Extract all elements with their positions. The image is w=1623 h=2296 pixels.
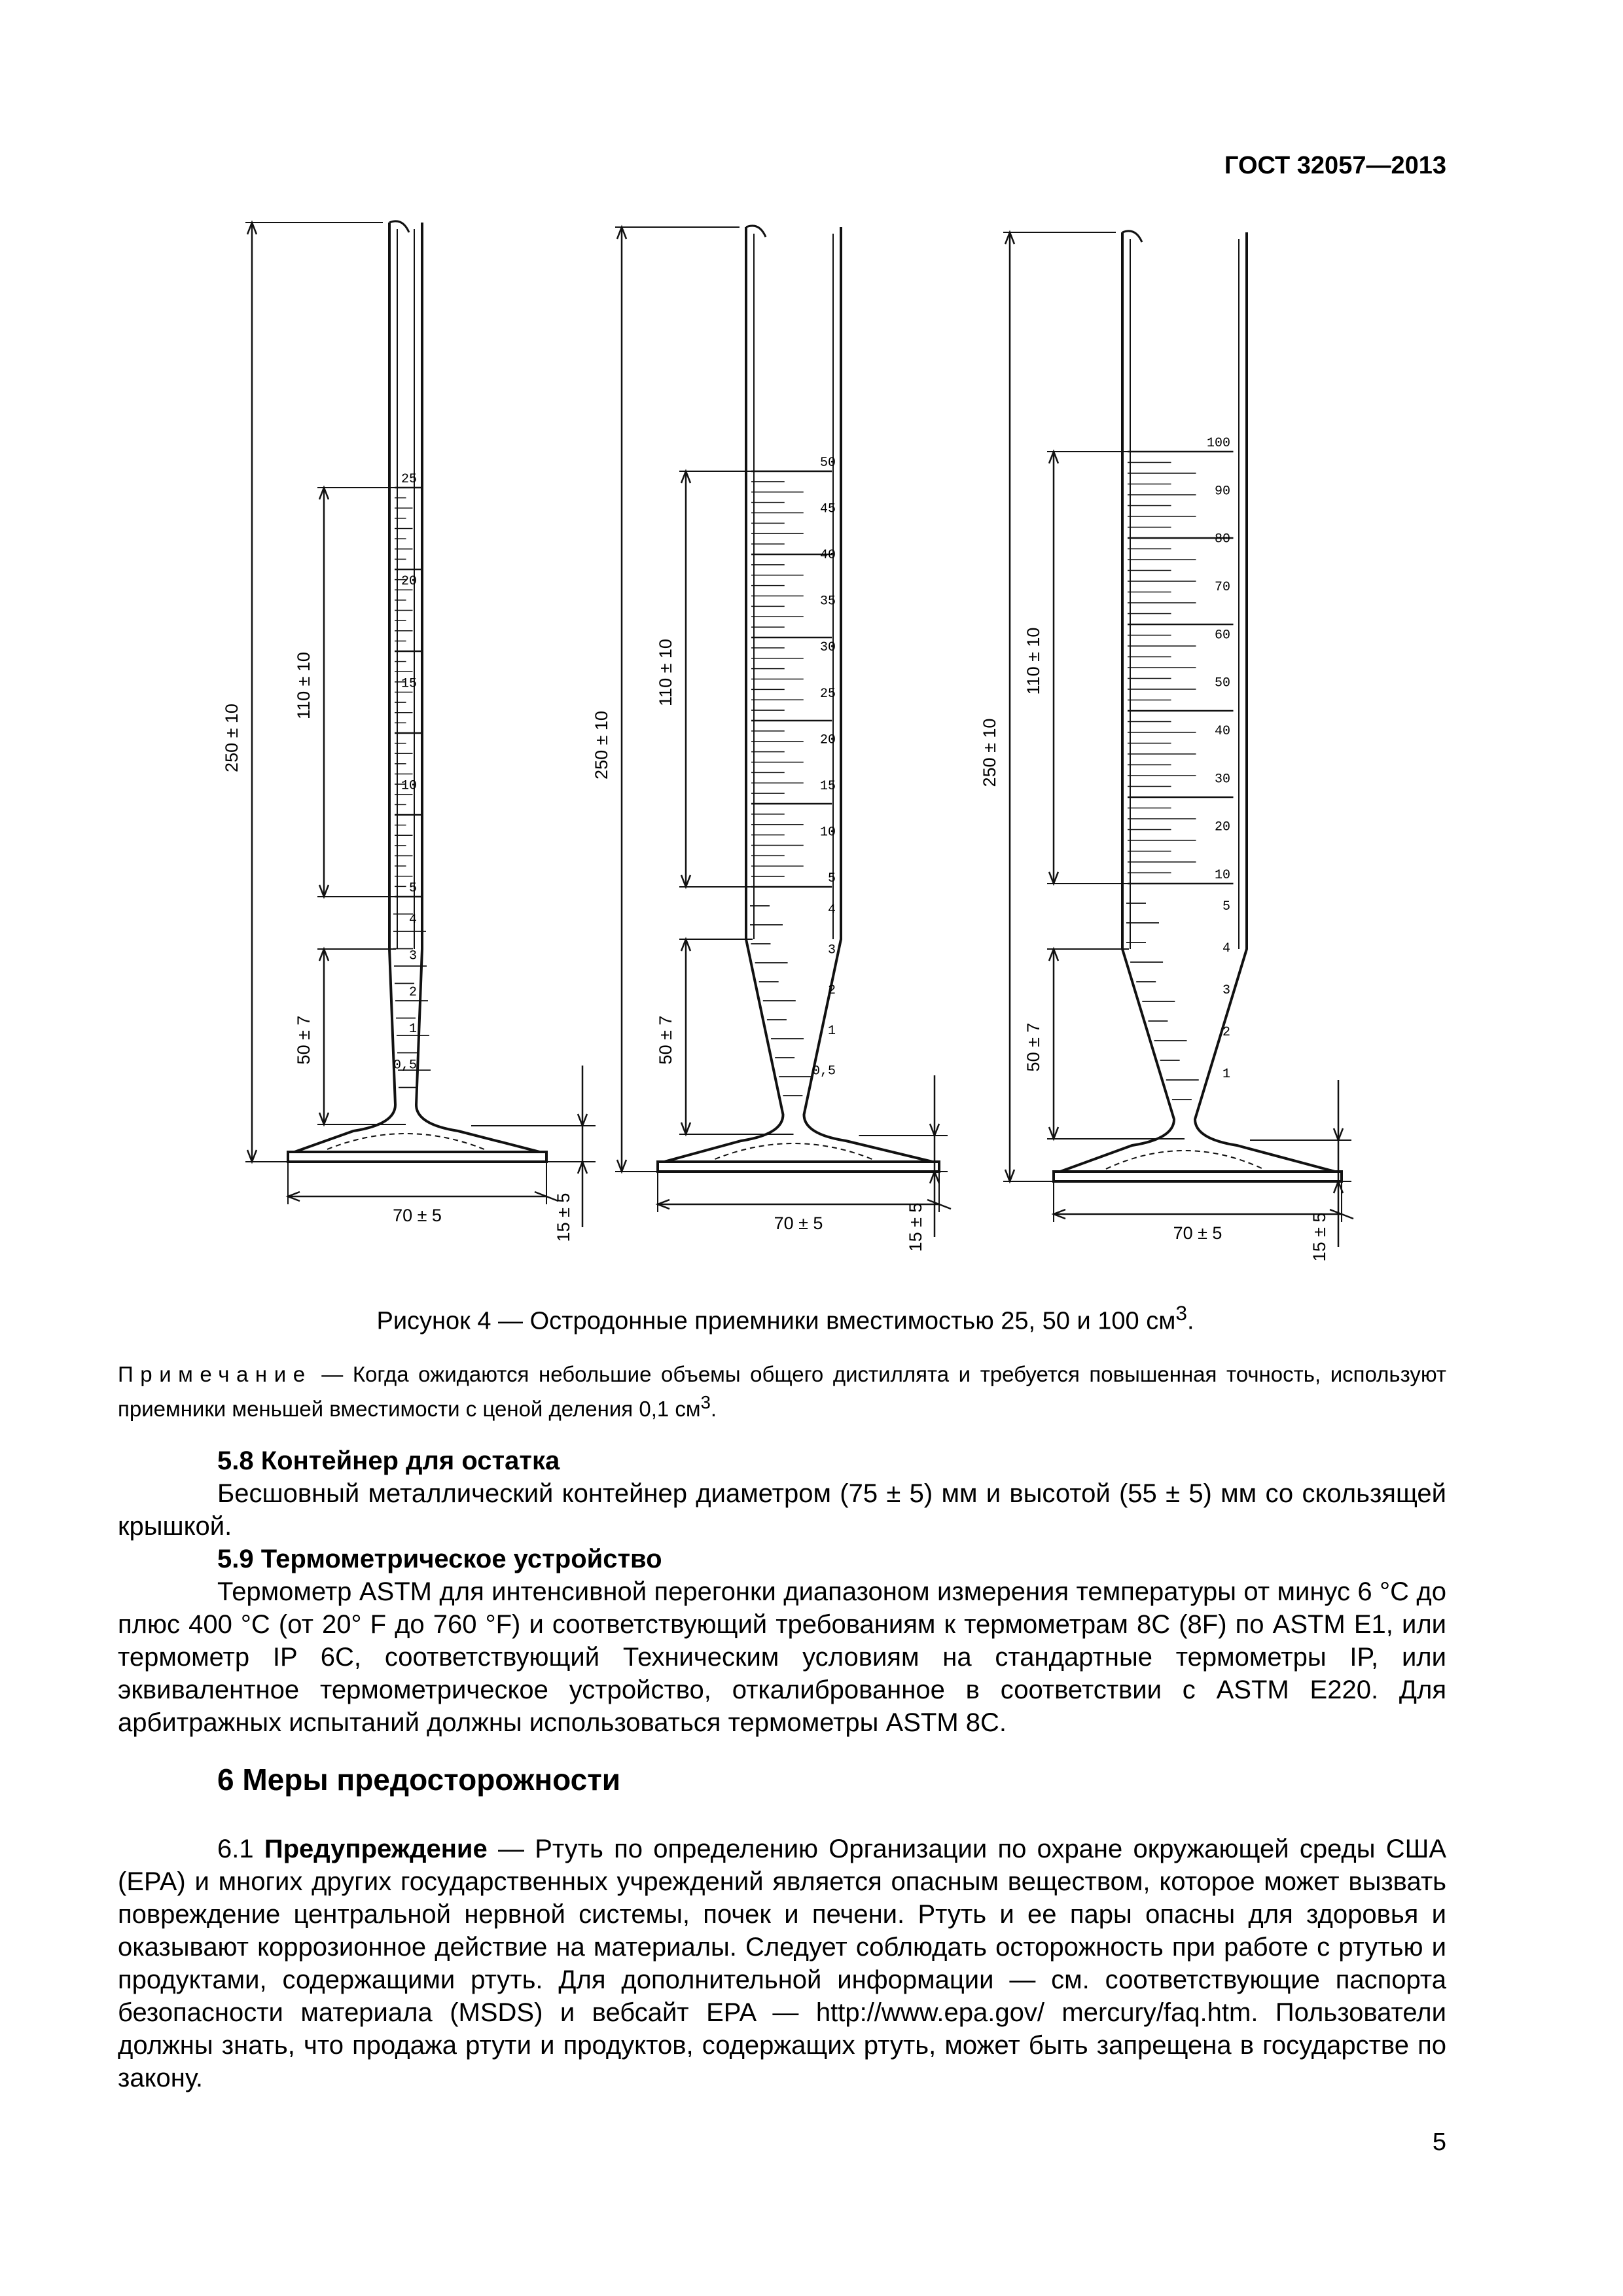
section-6-1-text: — Ртуть по определению Организации по охране окружающей среды США (EPA) и многих других государственных учреждений является опасным веществом, которое может вызвать повреждение центральной нервной системы, почек и печени. Ртуть и ее пары опасны для здоровья и оказывают коррозионное действие на материалы. Следует соблюдать осторожность при работе с ртутью и продуктами, содержащими ртуть. Для дополнительной информации — см. соответствующие паспорта безопасности материала (MSDS) и вебсайт EPA — http://www.epa.gov/ mercury/faq.htm. Пользователи должны знать, что продажа ртути и продуктов, содержащих ртуть, может быть запрещена в государстве по закону.: [118, 1835, 1446, 2092]
receiver-base: [288, 1152, 546, 1162]
receiver-base: [1054, 1172, 1342, 1181]
scale-label: 15: [819, 778, 836, 794]
scale-label: 60: [1214, 628, 1230, 643]
note-end: .: [710, 1397, 717, 1421]
dim-base-width-label: 70 ± 5: [393, 1206, 442, 1225]
receiver-lip: [389, 221, 409, 232]
scale-label: 10: [401, 778, 417, 794]
receiver-outline: [294, 223, 540, 1152]
dim-total-label: 250 ± 10: [222, 704, 241, 772]
note-label: Примечание: [118, 1362, 312, 1386]
receiver-50: [592, 226, 951, 1252]
scale-label: 50: [1214, 675, 1230, 691]
figure-caption-superscript: 3: [1175, 1301, 1187, 1325]
scale-label: 3: [827, 942, 836, 958]
scale-label: 1: [408, 1021, 417, 1037]
dim-graduated-label: 110 ± 10: [1024, 627, 1043, 695]
scale-label: 20: [1214, 819, 1230, 835]
scale-label: 2: [1222, 1025, 1230, 1040]
dim-base-width-label: 70 ± 5: [1173, 1223, 1222, 1243]
dim-cone-label: 50 ± 7: [294, 1015, 313, 1065]
scale-label: 20: [819, 732, 836, 748]
note-text: — Когда ожидаются небольшие объемы общего дистиллята и требуется повышенная точность, используют приемники меньшей вместимости с ценой деления 0,1 см: [118, 1362, 1446, 1421]
scale-label: 5: [827, 871, 836, 886]
section-5-8-text: Бесшовный металлический контейнер диаметром (75 ± 5) мм и высотой (55 ± 5) мм со скользящей крышкой.: [118, 1479, 1446, 1541]
scale-label: 35: [819, 594, 836, 609]
scale-label: 90: [1214, 484, 1230, 499]
dim-base-height-label: 15 ± 5: [906, 1202, 925, 1252]
section-6-1-term: Предупреждение: [264, 1835, 488, 1863]
dim-base-width-label: 70 ± 5: [774, 1213, 823, 1233]
dim-graduated-label: 110 ± 10: [294, 652, 313, 719]
figure-note: [118, 1360, 1446, 1423]
dim-base-height-label: 15 ± 5: [554, 1193, 573, 1242]
scale-label: 25: [401, 472, 417, 487]
scale-label: 4: [408, 912, 417, 927]
dim-cone-label: 50 ± 7: [1024, 1022, 1043, 1072]
receiver-lip: [1122, 231, 1142, 242]
page-number: 5: [1432, 2128, 1446, 2156]
dim-total-label: 250 ± 10: [980, 718, 999, 787]
note-superscript: 3: [700, 1392, 711, 1412]
section-6-1-number: 6.1: [217, 1835, 254, 1863]
receiver-inner-bottom: [327, 1134, 484, 1149]
receiver-25: [222, 221, 596, 1242]
receiver-lip: [746, 226, 766, 237]
scale-label: 40: [819, 548, 836, 564]
receiver-inner-bottom: [715, 1143, 872, 1159]
scale-label: 0,5: [393, 1058, 417, 1073]
scale-label: 100: [1206, 436, 1230, 451]
scale-label: 2: [827, 983, 836, 999]
scale-label: 80: [1214, 531, 1230, 547]
receiver-base: [658, 1162, 939, 1172]
scale-label: 15: [401, 676, 417, 692]
receiver-outline: [664, 227, 933, 1162]
document-code: ГОСТ 32057—2013: [1224, 152, 1446, 179]
scale-label: 25: [819, 686, 836, 702]
receiver-outline: [1060, 232, 1335, 1172]
scale-label: 10: [1214, 868, 1230, 883]
scale-label: 20: [401, 574, 417, 590]
scale-label: 3: [1222, 983, 1230, 998]
scale-label: 45: [819, 501, 836, 517]
section-6-heading: 6 Меры предосторожности: [217, 1763, 621, 1797]
section-5-9-heading: 5.9 Термометрическое устройство: [217, 1545, 662, 1573]
scale-label: 4: [827, 903, 836, 918]
receiver-inner-bottom: [1106, 1151, 1263, 1169]
scale-label: 1: [1222, 1067, 1230, 1082]
scale-label: 70: [1214, 579, 1230, 595]
scale-label: 1: [827, 1023, 836, 1039]
figure-caption-end: .: [1186, 1307, 1194, 1335]
scale-label: 0,5: [812, 1064, 836, 1079]
figure-caption-text: Рисунок 4 — Остродонные приемники вместимостью 25, 50 и 100 см: [376, 1307, 1176, 1335]
scale-label: 30: [1214, 772, 1230, 787]
scale-label: 5: [1222, 899, 1230, 914]
scale-label: 3: [408, 948, 417, 964]
dim-cone-label: 50 ± 7: [656, 1015, 675, 1065]
scale-label: 40: [1214, 723, 1230, 739]
section-5-9-text: Термометр ASTM для интенсивной перегонки диапазоном измерения температуры от минус 6 °С до плюс 400 °С (от 20° F до 760 °F) и соответствующий требованиям к термометрам 8С (8F) по ASTM E1, или термометр IP 6C, соответствующий Техническим условиям на стандартные термометры IP, или эквивалентное термометрическое устройство, откалиброванное в соответствии с ASTM E220. Для арбитражных испытаний должны использоваться термометры ASTM 8C.: [118, 1577, 1446, 1737]
scale-label: 30: [819, 640, 836, 656]
section-6-1-paragraph: [118, 1833, 1446, 2094]
section-5-8-heading: 5.8 Контейнер для остатка: [217, 1446, 560, 1475]
scale-label: 50: [819, 456, 836, 471]
dim-base-height-label: 15 ± 5: [1310, 1212, 1329, 1262]
figure-caption: [118, 1301, 1453, 1336]
scale-label: 2: [408, 985, 417, 1001]
dim-total-label: 250 ± 10: [592, 711, 611, 780]
receiver-100: [980, 231, 1353, 1262]
scale-label: 5: [408, 881, 417, 896]
dim-graduated-label: 110 ± 10: [656, 639, 675, 706]
scale-label: 4: [1222, 941, 1230, 956]
scale-label: 10: [819, 825, 836, 840]
